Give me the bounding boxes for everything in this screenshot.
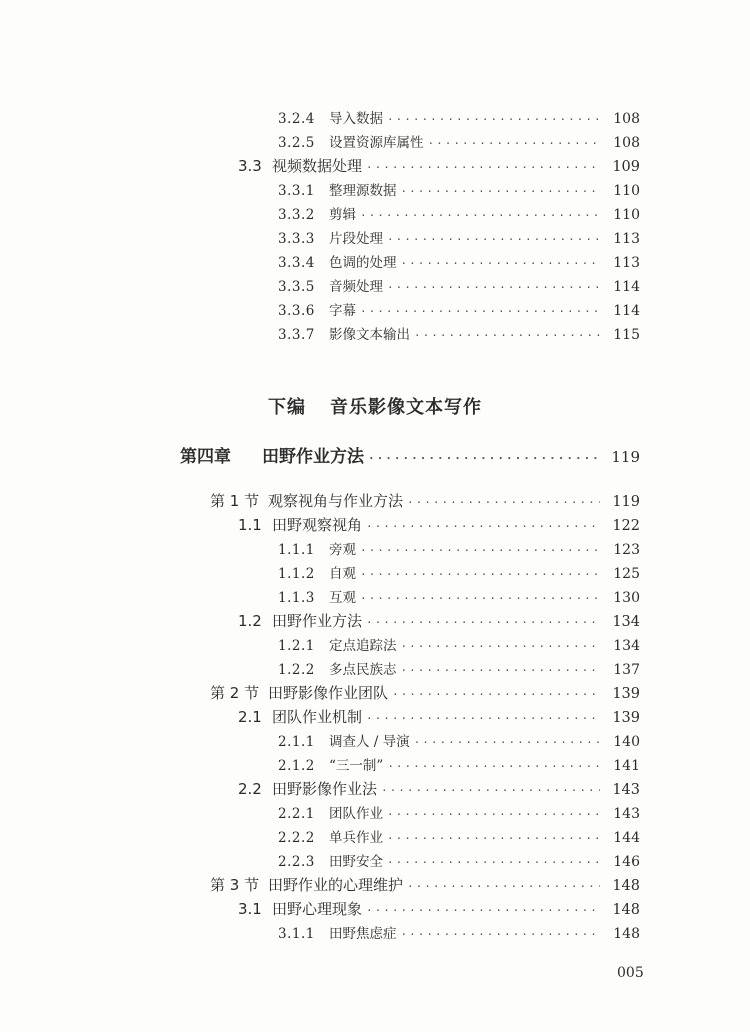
toc-entry-level-3[interactable]: [278, 922, 640, 942]
toc-entry-level-2[interactable]: [238, 155, 640, 176]
toc-entry-level-3[interactable]: [278, 538, 640, 558]
entry-number: 1.1.2: [278, 566, 315, 582]
leader-dots: [366, 161, 600, 174]
entry-title: 田野安全: [329, 854, 383, 870]
chapter-number: 第四章: [180, 447, 231, 467]
part-heading: [0, 393, 750, 419]
leader-dots: [414, 329, 600, 342]
entry-page: 108: [613, 135, 640, 151]
entry-page: 108: [613, 111, 640, 127]
entry-page: 139: [612, 686, 640, 702]
entry-number: 3.3: [238, 157, 262, 175]
entry-number: 3.1: [238, 900, 262, 918]
leader-dots: [401, 640, 601, 653]
entry-number: 3.3.5: [278, 279, 315, 295]
leader-dots: [387, 760, 600, 773]
leader-dots: [360, 592, 600, 605]
entry-number: 2.2: [238, 780, 262, 798]
toc-entry-level-3[interactable]: [278, 107, 640, 127]
leader-dots: [428, 137, 601, 150]
entry-page: 119: [612, 494, 640, 510]
entry-page: 113: [613, 231, 640, 247]
entry-number: 3.3.6: [278, 303, 315, 319]
toc-entry-level-3[interactable]: [278, 251, 640, 271]
entry-number: 3.3.2: [278, 207, 315, 223]
leader-dots: [392, 688, 600, 701]
leader-dots: [407, 880, 600, 893]
entry-number: 2.2.3: [278, 854, 315, 870]
entry-title: 团队作业: [329, 806, 383, 822]
entry-number: 1.1: [238, 516, 262, 534]
entry-title: 团队作业机制: [272, 708, 363, 726]
toc-entry-level-3[interactable]: [278, 730, 640, 750]
entry-page: 148: [612, 878, 640, 894]
toc-entry-level-3[interactable]: [278, 227, 640, 247]
leader-dots: [401, 185, 601, 198]
entry-number: 3.2.5: [278, 135, 315, 151]
entry-page: 141: [613, 758, 640, 774]
toc-entry-level-3[interactable]: [278, 562, 640, 582]
entry-title: 田野心理现象: [272, 900, 363, 918]
entry-title: 调查人 / 导演: [329, 734, 410, 750]
entry-number: 3.3.1: [278, 183, 315, 199]
entry-title: 色调的处理: [329, 255, 397, 271]
entry-title: 定点追踪法: [329, 638, 397, 654]
toc-entry-level-1[interactable]: [210, 682, 640, 703]
leader-dots: [401, 257, 601, 270]
entry-number: 3.3.4: [278, 255, 315, 271]
leader-dots: [368, 452, 600, 465]
entry-page: 134: [612, 614, 640, 630]
entry-number: 1.2.2: [278, 662, 315, 678]
entry-page: 110: [613, 183, 640, 199]
leader-dots: [366, 712, 600, 725]
toc-entry-level-3[interactable]: [278, 634, 640, 654]
entry-page: 137: [613, 662, 640, 678]
leader-dots: [366, 904, 600, 917]
entry-page: 144: [613, 830, 640, 846]
entry-title: 田野影像作业法: [272, 780, 378, 798]
leader-dots: [366, 616, 600, 629]
toc-entry-level-3[interactable]: [278, 802, 640, 822]
leader-dots: [387, 808, 600, 821]
entry-number: 3.3.3: [278, 231, 315, 247]
entry-title: “三一制”: [329, 758, 384, 774]
toc-entry-level-3[interactable]: [278, 275, 640, 295]
toc-entry-level-1[interactable]: [210, 490, 640, 511]
entry-page: 146: [613, 854, 640, 870]
entry-title: 音频处理: [329, 279, 383, 295]
toc-entry-level-3[interactable]: [278, 323, 640, 343]
entry-page: 123: [613, 542, 640, 558]
chapter-page: 119: [611, 448, 640, 466]
entry-page: 134: [613, 638, 640, 654]
leader-dots: [360, 209, 600, 222]
leader-dots: [387, 856, 600, 869]
entry-number: 2.1.1: [278, 734, 315, 750]
entry-title: 旁观: [329, 542, 356, 558]
entry-number: 2.1: [238, 708, 262, 726]
entry-page: 143: [613, 806, 640, 822]
entry-number: 2.1.2: [278, 758, 315, 774]
entry-page: 143: [612, 782, 640, 798]
entry-number: 第 1 节: [210, 492, 260, 510]
leader-dots: [387, 233, 600, 246]
leader-dots: [360, 568, 600, 581]
entry-title: 单兵作业: [329, 830, 383, 846]
leader-dots: [401, 664, 601, 677]
entry-title: 田野观察视角: [272, 516, 363, 534]
entry-number: 3.1.1: [278, 926, 315, 942]
leader-dots: [387, 281, 600, 294]
toc-entry-level-1[interactable]: [210, 874, 640, 895]
entry-page: 125: [613, 566, 640, 582]
entry-title: 多点民族志: [329, 662, 397, 678]
entry-page: 139: [612, 710, 640, 726]
leader-dots: [387, 113, 600, 126]
entry-page: 122: [612, 518, 640, 534]
part-label: 下编: [268, 397, 306, 418]
toc-entry-level-3[interactable]: [278, 586, 640, 606]
entry-title: 导入数据: [329, 111, 383, 127]
entry-number: 3.2.4: [278, 111, 315, 127]
toc-entry-level-3[interactable]: [278, 299, 640, 319]
toc-entry-level-2[interactable]: [238, 778, 640, 799]
entry-page: 114: [613, 279, 640, 295]
leader-dots: [381, 784, 600, 797]
entry-page: 148: [612, 902, 640, 918]
entry-title: 整理源数据: [329, 183, 397, 199]
toc-entry-level-3[interactable]: [278, 754, 640, 774]
toc-entry-level-3[interactable]: [278, 658, 640, 678]
entry-page: 115: [613, 327, 640, 343]
entry-title: 设置资源库属性: [329, 135, 424, 151]
entry-number: 3.3.7: [278, 327, 315, 343]
entry-page: 113: [613, 255, 640, 271]
leader-dots: [407, 496, 600, 509]
entry-title: 田野焦虑症: [329, 926, 397, 942]
entry-number: 2.2.2: [278, 830, 315, 846]
entry-number: 2.2.1: [278, 806, 315, 822]
chapter-title: 田野作业方法: [262, 447, 364, 467]
entry-title: 自观: [329, 566, 356, 582]
entry-number: 第 3 节: [210, 876, 260, 894]
entry-page: 148: [613, 926, 640, 942]
entry-number: 1.1.1: [278, 542, 315, 558]
leader-dots: [414, 736, 600, 749]
entry-title: 田野作业方法: [272, 612, 363, 630]
entry-title: 影像文本输出: [329, 327, 410, 343]
leader-dots: [387, 832, 600, 845]
entry-title: 剪辑: [329, 207, 356, 223]
leader-dots: [401, 928, 601, 941]
chapter-entry[interactable]: [180, 442, 640, 467]
entry-number: 1.2.1: [278, 638, 315, 654]
toc-entry-level-2[interactable]: [238, 514, 640, 535]
leader-dots: [366, 520, 600, 533]
leader-dots: [360, 305, 600, 318]
entry-title: 田野影像作业团队: [268, 684, 389, 702]
toc-entry-level-3[interactable]: [278, 850, 640, 870]
entry-page: 110: [613, 207, 640, 223]
toc-entry-level-3[interactable]: [278, 131, 640, 151]
part-title: 音乐影像文本写作: [330, 397, 482, 418]
entry-page: 140: [613, 734, 640, 750]
entry-title: 观察视角与作业方法: [268, 492, 404, 510]
entry-number: 1.2: [238, 612, 262, 630]
toc-entry-level-2[interactable]: [238, 610, 640, 631]
toc-entry-level-3[interactable]: [278, 826, 640, 846]
entry-title: 片段处理: [329, 231, 383, 247]
toc-entry-level-2[interactable]: [238, 706, 640, 727]
toc-entry-level-3[interactable]: [278, 203, 640, 223]
entry-page: 114: [613, 303, 640, 319]
entry-number: 1.1.3: [278, 590, 315, 606]
toc-entry-level-2[interactable]: [238, 898, 640, 919]
toc-entry-level-3[interactable]: [278, 179, 640, 199]
entry-page: 130: [613, 590, 640, 606]
entry-page: 109: [612, 159, 640, 175]
entry-number: 第 2 节: [210, 684, 260, 702]
entry-title: 互观: [329, 590, 356, 606]
page-number: 005: [617, 965, 644, 981]
entry-title: 视频数据处理: [272, 157, 363, 175]
leader-dots: [360, 544, 600, 557]
entry-title: 田野作业的心理维护: [268, 876, 404, 894]
entry-title: 字幕: [329, 303, 356, 319]
